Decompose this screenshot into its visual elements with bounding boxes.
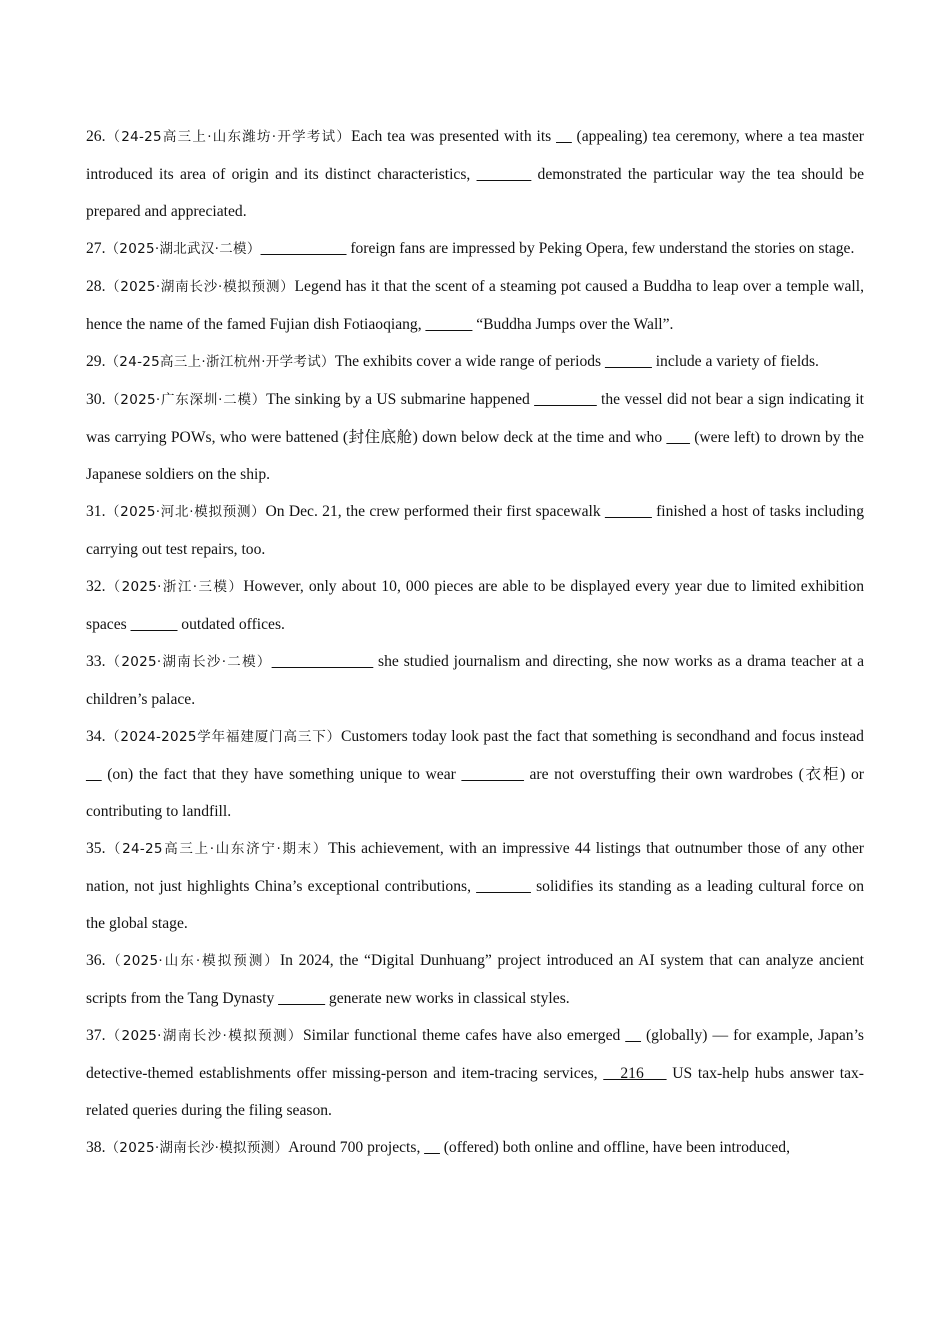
answer-blank[interactable]: ________: [534, 391, 597, 408]
question-source: （2025·湖南长沙·模拟预测）: [105, 1140, 289, 1156]
question-source: （2024-2025学年福建厦门高三下）: [105, 729, 341, 745]
answer-blank[interactable]: __: [424, 1139, 440, 1156]
answer-blank[interactable]: ______: [604, 503, 652, 520]
answer-blank[interactable]: __: [86, 766, 102, 783]
question-26: 26.（24-25高三上·山东潍坊·开学考试）Each tea was presented with its __ (appealing) tea ceremony, where a tea master introduced its area of origin and its distinct characteristics, _______ demonstrated the particular way the tea should be prepared and appreciated.: [86, 128, 865, 220]
question-37: 37.（2025·湖南长沙·模拟预测）Similar functional theme cafes have also emerged __ (globally) — for example, Japan’s detective-themed establishments offer missing-person and item-tracing services, 216 US tax-help hubs answer tax-related queries during the filing season.: [86, 1027, 865, 1119]
answer-blank[interactable]: __: [556, 128, 572, 145]
question-list: [86, 118, 864, 1167]
question-source: （2025·山东·模拟预测）: [105, 953, 280, 969]
answer-blank[interactable]: __: [625, 1027, 641, 1044]
question-28: 28.（2025·湖南长沙·模拟预测）Legend has it that the scent of a steaming pot caused a Buddha to leap over a temple wall, hence the name of the famed Fujian dish Fotiaoqiang, ______ “Buddha Jumps over the Wall”.: [86, 278, 864, 333]
question-27: 27.（2025·湖北武汉·二模）___________ foreign fans are impressed by Peking Opera, few understand the stories on stage.: [86, 240, 855, 257]
question-source: （24-25高三上·浙江杭州·开学考试）: [105, 354, 335, 370]
question-source: （2025·湖南长沙·模拟预测）: [105, 279, 295, 295]
filled-answer[interactable]: 216: [603, 1065, 667, 1082]
question-38: 38.（2025·湖南长沙·模拟预测）Around 700 projects, __ (offered) both online and offline, have been introduced,: [86, 1139, 791, 1156]
question-source: （24-25高三上·山东济宁·期末）: [105, 841, 329, 857]
question-30: 30.（2025·广东深圳·二模）The sinking by a US submarine happened ________ the vessel did not bear a sign indicating it was carrying POWs, who were battened (封住底舱) down below deck at the time and who ___ (were left) to drown by the Japanese soldiers on the ship.: [86, 391, 864, 483]
question-31: 31.（2025·河北·模拟预测）On Dec. 21, the crew performed their first spacewalk ______ finished a host of tasks including carrying out test repairs, too.: [86, 503, 864, 558]
answer-blank[interactable]: _____________: [271, 653, 374, 670]
answer-blank[interactable]: ________: [461, 766, 524, 783]
question-source: （2025·湖南长沙·模拟预测）: [105, 1028, 303, 1044]
answer-blank[interactable]: _______: [476, 878, 531, 895]
answer-blank[interactable]: ______: [278, 990, 325, 1007]
question-33: 33.（2025·湖南长沙·二模）_____________ she studied journalism and directing, she now works as a drama teacher at a children’s palace.: [86, 653, 865, 708]
answer-blank[interactable]: ______: [605, 353, 652, 370]
question-source: （2025·湖北武汉·二模）: [105, 241, 261, 257]
question-32: 32.（2025·浙江·三模）However, only about 10, 000 pieces are able to be displayed every year due to limited exhibition spaces ______ outdated offices.: [86, 578, 864, 633]
question-source: （24-25高三上·山东潍坊·开学考试）: [105, 129, 352, 145]
question-36: 36.（2025·山东·模拟预测）In 2024, the “Digital Dunhuang” project introduced an AI system that can analyze ancient scripts from the Tang Dynasty ______ generate new works in classical styles.: [86, 952, 864, 1007]
answer-blank[interactable]: ______: [130, 616, 178, 633]
answer-blank[interactable]: ______: [425, 316, 473, 333]
question-source: （2025·河北·模拟预测）: [105, 504, 266, 520]
question-source: （2025·湖南长沙·二模）: [105, 654, 272, 670]
question-34: 34.（2024-2025学年福建厦门高三下）Customers today look past the fact that something is secondhand and focus instead __ (on) the fact that they have something unique to wear ________ are not overstuffing their own wardrobes (衣柜) or contributing to landfill.: [86, 728, 864, 820]
question-source: （2025·浙江·三模）: [105, 579, 244, 595]
answer-blank[interactable]: ___: [666, 429, 690, 446]
question-29: 29.（24-25高三上·浙江杭州·开学考试）The exhibits cover a wide range of periods ______ include a variety of fields.: [86, 353, 819, 370]
answer-blank[interactable]: _______: [476, 166, 532, 183]
answer-blank[interactable]: ___________: [260, 240, 347, 257]
question-source: （2025·广东深圳·二模）: [105, 392, 267, 408]
question-35: 35.（24-25高三上·山东济宁·期末）This achievement, with an impressive 44 listings that outnumber those of any other nation, not just highlights China’s exceptional contributions, _______ solidifies its standing as a leading cultural force on the global stage.: [86, 840, 865, 932]
